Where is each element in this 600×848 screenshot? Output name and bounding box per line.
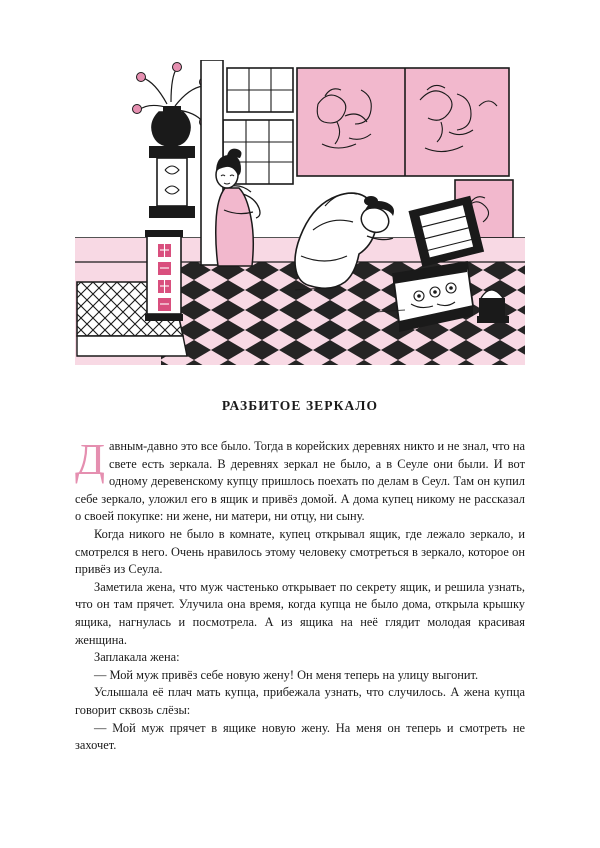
paragraph-1-text: авным-давно это все было. Тогда в корейских деревнях никто и не знал, что на свете есть зеркала. В деревнях зеркал не было, а в Сеуле они были. И вот одному деревенскому купцу пришлось поехать по делам в Сеул. Там он купил себе зеркало, уложил его в ящик и привёз домой. А дома купец никому не рассказал о своей покупке: ни жене, ни матери, ни отцу, ни сыну.	[75, 439, 525, 524]
hanging-scroll	[145, 230, 183, 321]
paragraph-7: — Мой муж прячет в ящике новую жену. На меня он теперь и смотреть не захочет.	[75, 720, 525, 753]
drop-cap: Д	[75, 435, 106, 484]
paragraph-6: Услышала её плач мать купца, прибежала узнать, что случилось. А жена купца говорит сквозь слёзы:	[75, 685, 525, 717]
paragraph-4: Заплакала жена:	[94, 650, 180, 665]
page-title: РАЗБИТОЕ ЗЕРКАЛО	[221, 398, 379, 413]
paragraph-5: — Мой муж привёз себе новую жену! Он меня теперь на улицу выгонит.	[94, 667, 479, 682]
paragraph-3: Заметила жена, что муж частенько открывает по секрету ящик, и решила узнать, что он там прячет. Улучила она время, когда купца не было дома, открыла крышку ящика, нагнулась и посмотрела. А из ящика на неё глядит молодая красивая женщина.	[75, 579, 525, 647]
illustration	[75, 60, 525, 365]
illustration-svg	[75, 60, 525, 365]
paragraph-1	[75, 435, 525, 526]
story-text	[75, 398, 525, 755]
paragraph-2: Когда никого не было в комнате, купец открывал ящик, где лежало зеркало, и смотрелся в него. Очень нравилось этому человеку смотреться в зеркало, которое он привёз из Сеула.	[75, 526, 525, 577]
